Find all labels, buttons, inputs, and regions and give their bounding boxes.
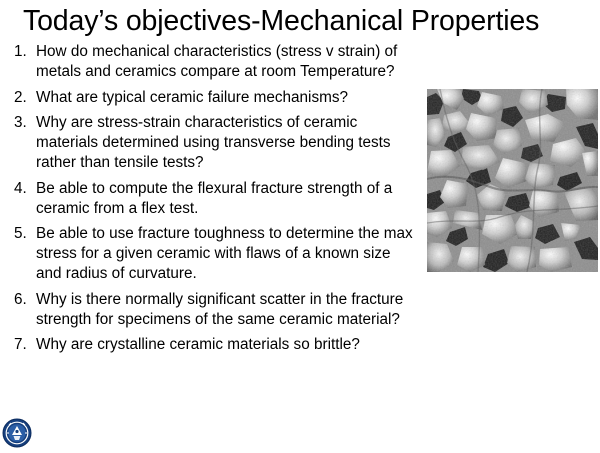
objective-text: Be able to use fracture toughness to determine the max stress for a given ceramic with flaws of a known size and radius of curvature.: [36, 225, 413, 282]
objective-number: 2.: [14, 88, 27, 106]
micrograph-image: [427, 89, 598, 272]
objectives-list: [14, 42, 419, 355]
objective-text: What are typical ceramic failure mechanisms?: [36, 88, 348, 106]
objective-number: 4.: [14, 179, 27, 197]
objective-item: [14, 335, 419, 355]
objective-text: Why are crystalline ceramic materials so brittle?: [36, 336, 360, 354]
objective-text: Be able to compute the flexural fracture strength of a ceramic from a flex test.: [36, 179, 393, 217]
objective-item: [14, 290, 419, 330]
objective-number: 5.: [14, 225, 27, 243]
objective-item: [14, 224, 419, 283]
university-seal-icon: [2, 418, 32, 448]
slide-title: Today’s objectives-Mechanical Properties: [23, 5, 540, 37]
objective-number: 6.: [14, 290, 27, 308]
objective-item: [14, 88, 419, 108]
objective-item: [14, 42, 419, 82]
objective-number: 7.: [14, 336, 27, 354]
objective-text: How do mechanical characteristics (stress v strain) of metals and ceramics compare at room Temperature?: [36, 43, 398, 80]
objective-number: 1.: [14, 43, 27, 60]
ceramic-fracture-micrograph: [427, 89, 598, 272]
objective-item: [14, 179, 419, 219]
objective-text: Why is there normally significant scatter in the fracture strength for specimens of the same ceramic material?: [36, 290, 404, 328]
objective-text: Why are stress-strain characteristics of ceramic materials determined using transverse bending tests rather than tensile tests?: [36, 114, 391, 171]
objective-number: 3.: [14, 114, 27, 132]
objective-item: [14, 113, 419, 172]
